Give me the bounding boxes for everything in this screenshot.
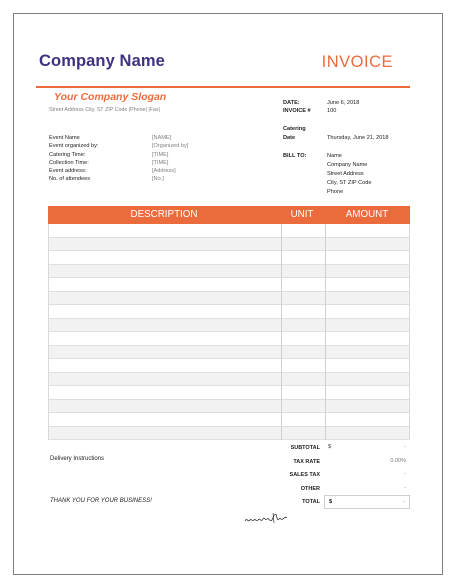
other-amount: - (404, 484, 406, 491)
subtotal-cell[interactable] (324, 441, 410, 455)
tax-rate-row (260, 455, 410, 469)
sales-tax-row (260, 468, 410, 482)
table-row[interactable] (49, 413, 409, 427)
subtotal-currency: $ (328, 444, 332, 450)
delivery-instructions: Delivery Instructions (50, 456, 105, 462)
table-row[interactable] (49, 278, 409, 292)
table-row[interactable] (49, 224, 409, 238)
event-label: Event address: (49, 168, 87, 175)
invoice-number-value: 100 (327, 108, 337, 114)
event-value[interactable]: [TIME] (152, 151, 169, 158)
company-name: Company Name (39, 52, 165, 70)
bill-to-line: City, ST ZIP Code (327, 180, 372, 186)
table-row[interactable] (49, 373, 409, 387)
table-row[interactable] (49, 305, 409, 319)
tax-rate-label: TAX RATE (293, 458, 320, 465)
tax-rate-cell[interactable] (324, 455, 410, 469)
unit-header: UNIT (290, 209, 314, 220)
other-cell[interactable] (324, 482, 410, 496)
sales-tax-label: SALES TAX (289, 472, 320, 478)
sales-tax-cell[interactable] (324, 468, 410, 482)
table-row[interactable] (49, 265, 409, 279)
total-cell[interactable] (324, 495, 410, 509)
unit-column-divider (281, 224, 282, 440)
tax-rate-amount: 0.00% (390, 457, 406, 464)
amount-header: AMOUNT (345, 209, 389, 220)
bill-to-line: Company Name (327, 162, 368, 168)
items-table-header (48, 206, 410, 224)
other-row (260, 482, 410, 496)
catering-date-value: Thursday, June 21, 2018 (327, 135, 389, 141)
bill-to-line: Phone (327, 189, 344, 195)
event-value[interactable]: [NAME] (152, 135, 172, 141)
subtotal-label: SUBTOTAL (290, 445, 320, 451)
table-row[interactable] (49, 346, 409, 360)
table-row[interactable] (49, 332, 409, 346)
invoice-title: INVOICE (321, 53, 393, 71)
event-value[interactable]: [No.] (152, 176, 164, 183)
table-row[interactable] (49, 400, 409, 414)
signature-image (243, 509, 291, 527)
event-value[interactable]: [TIME] (152, 159, 169, 166)
date-label: DATE: (283, 100, 300, 106)
total-currency: $ (329, 499, 333, 505)
catering-label: Catering (283, 126, 306, 132)
event-label: Event Name (49, 135, 80, 141)
items-table-body (48, 224, 410, 440)
bill-to-label: BILL TO: (283, 153, 307, 159)
event-value[interactable]: [Organized by] (152, 143, 189, 150)
total-label: TOTAL (302, 499, 320, 505)
company-slogan: Your Company Slogan (54, 91, 167, 103)
event-label: Collection Time: (49, 159, 89, 166)
event-label: Event organized by: (49, 143, 99, 150)
total-row (260, 495, 410, 509)
date-value: June 6, 2018 (327, 100, 360, 106)
thank-you-note: THANK YOU FOR YOUR BUSINESS! (50, 498, 152, 504)
total-amount: - (403, 499, 405, 505)
bill-to-line: Street Address (327, 171, 364, 177)
header-divider (36, 86, 410, 88)
table-row[interactable] (49, 292, 409, 306)
table-row[interactable] (49, 251, 409, 265)
company-address: Street Address City, ST ZIP Code |Phone| |Fax| (49, 107, 160, 113)
other-label: OTHER (300, 485, 320, 492)
table-row[interactable] (49, 427, 409, 441)
subtotal-row (260, 441, 410, 455)
event-value[interactable]: [Address] (152, 168, 176, 175)
table-row[interactable] (49, 386, 409, 400)
catering-date-label: Date (283, 135, 296, 141)
bill-to-line: Name (327, 153, 342, 159)
description-header: DESCRIPTION (130, 209, 198, 220)
table-row[interactable] (49, 238, 409, 252)
event-label: Catering Time: (49, 151, 86, 158)
amount-column-divider (325, 224, 326, 440)
event-label: No. of attendees (49, 176, 91, 183)
table-row[interactable] (49, 359, 409, 373)
invoice-number-label: INVOICE # (283, 108, 311, 114)
subtotal-amount: - (404, 444, 406, 450)
table-row[interactable] (49, 319, 409, 333)
sales-tax-amount: - (404, 471, 406, 477)
